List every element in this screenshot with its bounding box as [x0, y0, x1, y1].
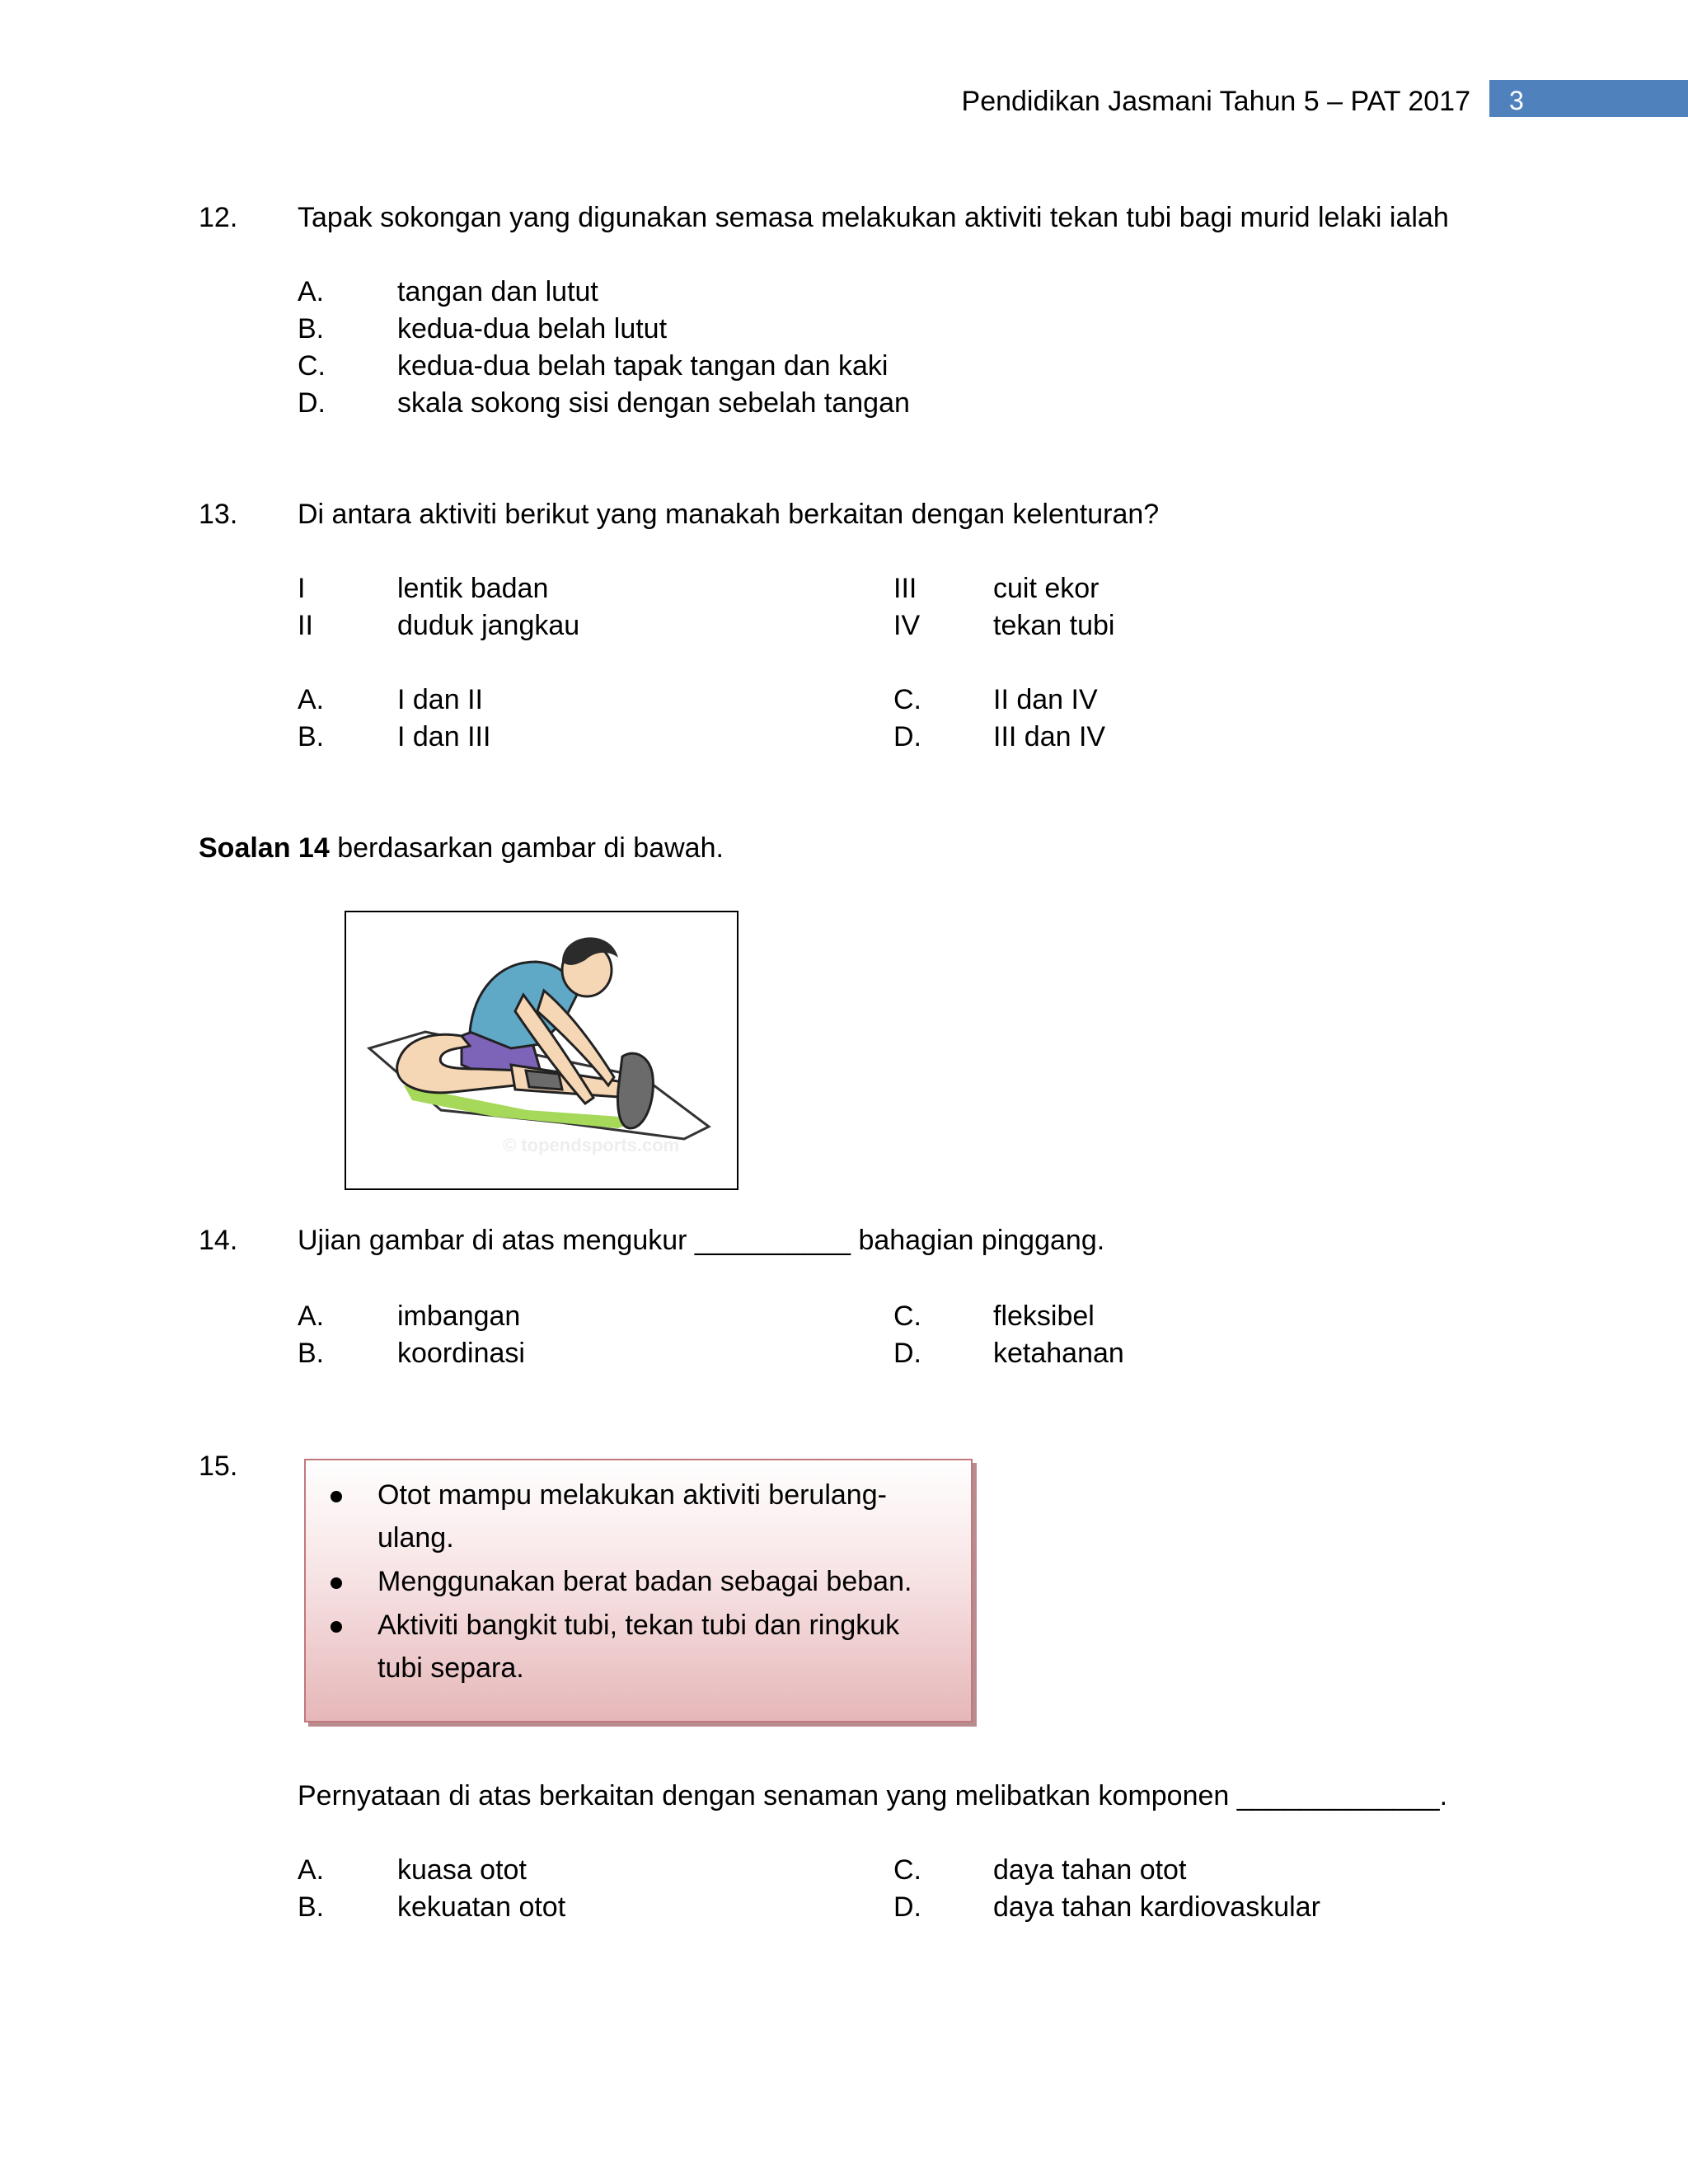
q14-option-c-text: fleksibel: [993, 1301, 1095, 1332]
q13-item-iv-roman: IV: [893, 610, 921, 641]
q13-option-c-text: II dan IV: [993, 684, 1098, 715]
q13-option-d-letter: D.: [893, 721, 921, 752]
q14-option-a-text: imbangan: [397, 1301, 521, 1332]
q13-option-c-letter: C.: [893, 684, 921, 715]
q14-option-d-letter: D.: [893, 1338, 921, 1369]
q13-item-iii-text: cuit ekor: [993, 573, 1100, 604]
q15-option-a-letter: A.: [298, 1854, 325, 1886]
q15-option-c-text: daya tahan otot: [993, 1854, 1187, 1886]
q13-item-iv-text: tekan tubi: [993, 610, 1115, 641]
question-14-text: Ujian gambar di atas mengukur __________ bahagian pinggang.: [298, 1225, 1105, 1256]
soalan-14-intro: [199, 834, 724, 862]
sit-and-reach-stretch-illustration-icon: [346, 912, 737, 1188]
q12-option-d-letter: D.: [298, 387, 326, 419]
box-line-1: Otot mampu melakukan aktiviti berulang-: [377, 1479, 887, 1511]
question-15-statement: Pernyataan di atas berkaitan dengan senaman yang melibatkan komponen _____________.: [298, 1780, 1448, 1811]
q14-option-d-text: ketahanan: [993, 1338, 1124, 1369]
bullet-1: [331, 1491, 342, 1502]
soalan-14-intro-rest: berdasarkan gambar di bawah.: [329, 832, 724, 864]
question-15-number: 15.: [199, 1451, 238, 1482]
q13-item-ii-roman: II: [298, 610, 313, 641]
q14-option-b-letter: B.: [298, 1338, 325, 1369]
q13-option-b-letter: B.: [298, 721, 325, 752]
q15-option-d-text: daya tahan kardiovaskular: [993, 1891, 1320, 1923]
q12-option-b-text: kedua-dua belah lutut: [397, 313, 668, 344]
q12-option-a-text: tangan dan lutut: [397, 276, 598, 307]
q13-item-iii-roman: III: [893, 573, 917, 604]
question-12-number: 12.: [199, 202, 238, 233]
q13-item-i-roman: I: [298, 573, 306, 604]
box-line-2: ulang.: [377, 1522, 454, 1554]
box-line-3: Menggunakan berat badan sebagai beban.: [377, 1566, 912, 1597]
q12-option-d-text: skala sokong sisi dengan sebelah tangan: [397, 387, 910, 419]
q15-statement-box: [304, 1459, 973, 1722]
q13-option-a-letter: A.: [298, 684, 325, 715]
shoe-left: [526, 1071, 562, 1090]
q15-option-c-letter: C.: [893, 1854, 921, 1886]
question-12-text: Tapak sokongan yang digunakan semasa melakukan aktiviti tekan tubi bagi murid lelaki ialah: [298, 202, 1449, 233]
stretch-exercise-figure: [345, 911, 738, 1190]
q13-item-i-text: lentik badan: [397, 573, 549, 604]
q13-option-b-text: I dan III: [397, 721, 491, 752]
q15-option-a-text: kuasa otot: [397, 1854, 527, 1886]
q14-option-c-letter: C.: [893, 1301, 921, 1332]
figure-watermark: © topendsports.com: [503, 1135, 680, 1155]
page-header-title: Pendidikan Jasmani Tahun 5 – PAT 2017: [961, 86, 1470, 117]
q12-option-a-letter: A.: [298, 276, 325, 307]
box-line-4: Aktiviti bangkit tubi, tekan tubi dan ringkuk: [377, 1610, 900, 1641]
q15-option-d-letter: D.: [893, 1891, 921, 1923]
bullet-3: [331, 1621, 342, 1633]
q14-option-a-letter: A.: [298, 1301, 325, 1332]
q13-item-ii-text: duduk jangkau: [397, 610, 580, 641]
q15-option-b-text: kekuatan otot: [397, 1891, 566, 1923]
question-13-text: Di antara aktiviti berikut yang manakah berkaitan dengan kelenturan?: [298, 499, 1160, 530]
q13-option-a-text: I dan II: [397, 684, 483, 715]
q14-option-b-text: koordinasi: [397, 1338, 525, 1369]
box-line-5: tubi separa.: [377, 1652, 524, 1684]
q13-option-d-text: III dan IV: [993, 721, 1106, 752]
question-14-number: 14.: [199, 1225, 238, 1256]
question-13-number: 13.: [199, 499, 238, 530]
soalan-14-intro-bold: Soalan 14: [199, 832, 330, 864]
q12-option-b-letter: B.: [298, 313, 325, 344]
q12-option-c-letter: C.: [298, 350, 326, 382]
bullet-2: [331, 1577, 342, 1589]
page-number-badge: [1489, 80, 1688, 117]
page-number: 3: [1509, 86, 1524, 115]
q15-option-b-letter: B.: [298, 1891, 325, 1923]
q12-option-c-text: kedua-dua belah tapak tangan dan kaki: [397, 350, 889, 382]
